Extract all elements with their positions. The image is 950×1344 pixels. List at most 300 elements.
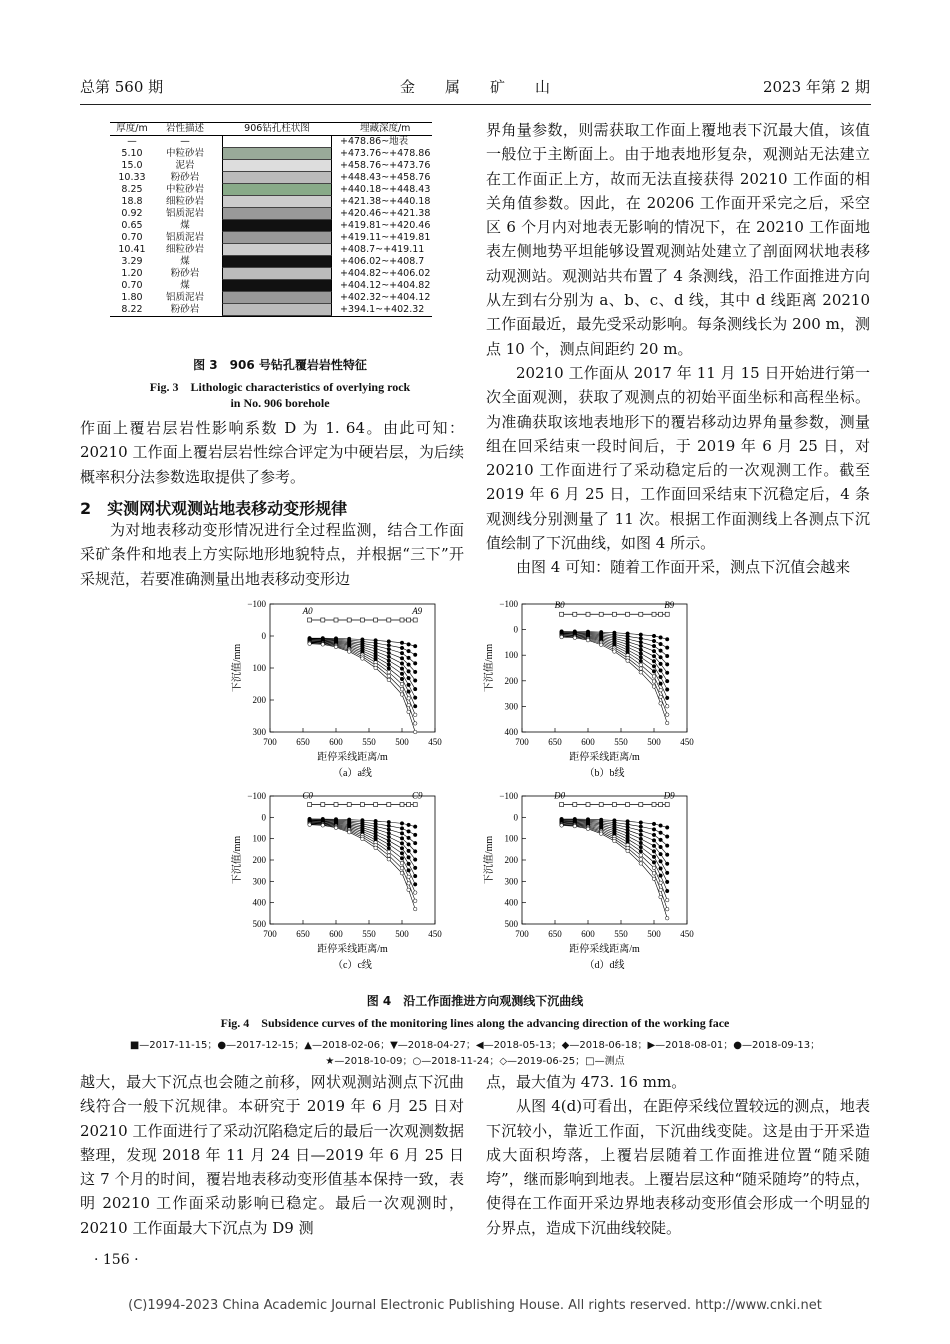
lithology-cell: 中粒砂岩 — [165, 147, 204, 159]
subsidence-chart — [482, 791, 694, 971]
measure-point-marker — [334, 803, 338, 807]
curve-point-marker — [639, 845, 643, 849]
curve-point-marker — [652, 872, 656, 876]
measure-point-marker — [400, 618, 404, 622]
curve-point-marker — [599, 643, 603, 647]
curve-point-marker — [413, 907, 417, 911]
curve-point-marker — [413, 713, 417, 717]
curve-point-marker — [665, 654, 669, 658]
y-tick-label: 0 — [261, 812, 266, 823]
curve-point-marker — [321, 643, 325, 647]
curve-point-marker — [407, 676, 411, 680]
curve-point-marker — [652, 877, 656, 881]
curve-point-marker — [652, 861, 656, 865]
y-tick-label: −100 — [247, 791, 266, 801]
chart-subtitle: （b）b线 — [584, 768, 625, 779]
x-tick-label: 700 — [515, 737, 529, 747]
curve-point-marker — [652, 844, 656, 848]
measure-point-marker — [612, 803, 616, 807]
depth-cell: +420.46~+421.38 — [340, 207, 431, 219]
measure-point-marker — [560, 803, 564, 807]
x-tick-label: 600 — [329, 737, 343, 747]
curve-point-marker — [659, 649, 663, 653]
curve-point-marker — [387, 667, 391, 671]
curve-point-marker — [361, 837, 365, 841]
curve-point-marker — [387, 678, 391, 682]
measure-point-marker — [626, 612, 630, 616]
bottom-left-column — [80, 1070, 464, 1240]
borehole-table — [110, 122, 432, 317]
borehole-figure — [110, 122, 432, 317]
curve-point-marker — [387, 835, 391, 839]
measure-point-marker — [626, 803, 630, 807]
column-pattern-cell — [216, 160, 338, 172]
x-tick-label: 550 — [614, 929, 628, 939]
y-tick-label: −100 — [247, 599, 266, 609]
curve-point-marker — [407, 670, 411, 674]
curve-point-marker — [652, 828, 656, 832]
curve-point-marker — [400, 641, 404, 645]
y-tick-label: 0 — [513, 624, 518, 635]
rock-layer-swatch — [222, 196, 332, 208]
measure-point-marker — [652, 612, 656, 616]
x-tick-label: 500 — [395, 737, 409, 747]
chart-subtitle: （d）d线 — [584, 960, 625, 971]
curve-point-marker — [613, 839, 617, 843]
lithology-cell: 粉砂岩 — [170, 267, 200, 279]
thickness-cell: 0.92 — [121, 207, 143, 219]
curve-point-marker — [652, 680, 656, 684]
x-tick-label: 600 — [329, 929, 343, 939]
line-end-label: B9 — [664, 600, 675, 611]
measure-point-marker — [652, 803, 656, 807]
y-axis-label: 下沉值/mm — [232, 835, 243, 885]
curve-point-marker — [407, 643, 411, 647]
y-tick-label: 300 — [504, 701, 518, 712]
bottom-right-paragraph-1: 点，最大值为 473. 16 mm。 — [486, 1073, 687, 1091]
measure-point-marker — [599, 612, 603, 616]
thickness-cell: 5.10 — [121, 147, 143, 159]
x-axis-label: 距停采线距离/m — [569, 752, 640, 763]
column-pattern-cell — [216, 304, 338, 317]
curve-point-marker — [407, 849, 411, 853]
x-tick-label: 650 — [296, 929, 310, 939]
measure-point-marker — [413, 803, 417, 807]
lithology-cell: 粉砂岩 — [170, 171, 200, 183]
curve-point-marker — [652, 675, 656, 679]
x-tick-label: 600 — [581, 737, 595, 747]
column-pattern-cell — [216, 232, 338, 244]
curve-point-marker — [321, 824, 325, 828]
curve-point-marker — [639, 671, 643, 675]
curve-point-marker — [652, 664, 656, 668]
curve-point-marker — [626, 659, 630, 663]
lithology-cell: 泥岩 — [175, 159, 195, 171]
curve-point-marker — [400, 842, 404, 846]
curve-point-marker — [407, 663, 411, 667]
x-axis-label: 距停采线距离/m — [317, 752, 388, 763]
measure-point-marker — [387, 618, 391, 622]
thickness-cell: 0.70 — [121, 279, 143, 291]
lithology-cell: 细粒砂岩 — [165, 195, 204, 207]
curve-point-marker — [639, 821, 643, 825]
curve-point-marker — [652, 685, 656, 689]
curve-point-marker — [407, 836, 411, 840]
measure-point-marker — [639, 612, 643, 616]
line-end-label: C9 — [411, 790, 423, 801]
rock-layer-swatch — [222, 172, 332, 184]
header-rule — [80, 104, 871, 105]
depth-cell: +448.43~+458.76 — [340, 171, 431, 183]
y-tick-label: 300 — [252, 727, 266, 737]
curve-point-marker — [665, 862, 669, 866]
x-tick-label: 700 — [263, 737, 277, 747]
column-pattern-cell — [216, 220, 338, 232]
y-tick-label: 0 — [513, 812, 518, 823]
curve-point-marker — [407, 656, 411, 660]
measure-point-marker — [665, 803, 669, 807]
rock-layer-swatch — [222, 280, 332, 292]
column-pattern-cell — [216, 184, 338, 196]
measure-point-marker — [321, 803, 325, 807]
x-tick-label: 700 — [515, 929, 529, 939]
subsidence-chart — [482, 599, 694, 779]
plot-frame — [522, 796, 687, 924]
col-thickness: 厚度/m — [110, 123, 154, 136]
x-tick-label: 500 — [395, 929, 409, 939]
depth-cell: +402.32~+404.12 — [340, 291, 431, 303]
lithology-cell: 中粒砂岩 — [165, 183, 204, 195]
lithology-cell: 铝质泥岩 — [165, 231, 204, 243]
curve-point-marker — [308, 823, 312, 827]
curve-point-marker — [659, 695, 663, 699]
curve-point-marker — [665, 907, 669, 911]
borehole-row — [110, 160, 432, 172]
measure-point-marker — [387, 803, 391, 807]
curve-point-marker — [413, 850, 417, 854]
thickness-cell: 10.33 — [118, 171, 146, 183]
curve-point-marker — [407, 856, 411, 860]
curve-point-marker — [659, 838, 663, 842]
right-paragraph-2: 20210 工作面从 2017 年 11 月 15 日开始进行第一次全面观测，获取了观测点的初始平面坐标和高程坐标。为准确获取该地表地形下的覆岩移动边界角量参数，测量组在回采结束一段时间后，于 2019 年 6 月 25 日，对 20210 工作面进行了采动稳定后的一次观测工作。截至 2019 年 6 月 25 日，工作面回采结束下沉稳定后，4 条观测线分别测量了 11 次。根据工作面测线上各测点下沉值绘制了下沉曲线，如图 4 所示。 — [486, 363, 870, 553]
curve-point-marker — [665, 871, 669, 875]
thickness-cell: 3.29 — [121, 255, 143, 267]
curve-point-marker — [665, 721, 669, 725]
measure-point-marker — [665, 612, 669, 616]
curve-point-marker — [400, 837, 404, 841]
curve-point-marker — [560, 635, 564, 639]
curve-point-marker — [652, 866, 656, 870]
curve-point-marker — [347, 650, 351, 654]
bottom-left-paragraph: 越大，最大下沉点也会随之前移，网状观测站测点下沉曲线符合一般下沉规律。本研究于 2019 年 6 月 25 日对 20210 工作面进行了采动沉陷稳定后的最后一次观测数据整理，发现 2018 年 11 月 24 日—2019 年 6 月 25 日这 7 个月的时间，覆岩地表移动变形值基本保持一致，表明 20210 工作面采动影响已稳定。最后一次观测时，20210 工作面最大下沉点为 D9 测 — [80, 1073, 464, 1237]
curve-point-marker — [560, 824, 564, 828]
chart-subtitle: （c）c线 — [333, 960, 372, 971]
depth-cell: +440.18~+448.43 — [340, 183, 431, 195]
left-column-2 — [80, 518, 464, 591]
curve-point-marker — [413, 825, 417, 829]
curve-point-marker — [639, 853, 643, 857]
bottom-right-column — [486, 1070, 870, 1240]
curve-point-marker — [387, 843, 391, 847]
thickness-cell: 8.25 — [121, 183, 143, 195]
rock-layer-swatch — [222, 244, 332, 256]
curve-point-marker — [652, 670, 656, 674]
curve-point-marker — [665, 826, 669, 830]
curve-point-marker — [665, 713, 669, 717]
measure-point-marker — [400, 803, 404, 807]
curve-point-marker — [665, 637, 669, 641]
fig3-caption-en2: in No. 906 borehole — [230, 396, 330, 410]
y-tick-label: 100 — [504, 833, 518, 844]
x-tick-label: 650 — [548, 737, 562, 747]
borehole-row — [110, 184, 432, 196]
curve-point-marker — [387, 663, 391, 667]
curve-point-marker — [652, 833, 656, 837]
y-tick-label: 200 — [504, 675, 518, 686]
curve-point-marker — [639, 644, 643, 648]
bottom-right-paragraph-2: 从图 4(d)可看出，在距停采线位置较远的测点，地表下沉较小，靠近工作面，下沉曲线变陡。这是由于开采造成大面积垮落，上覆岩层随着工作面推进位置“随采随垮”，继而影响到地表。上覆岩层这种“随采随垮”的特点，使得在工作面开采边界地表移动变形值会形成一个明显的分界点，造成下沉曲线较陡。 — [486, 1097, 870, 1237]
curve-point-marker — [400, 672, 404, 676]
depth-cell: +404.82~+406.02 — [340, 267, 431, 279]
curve-point-marker — [387, 839, 391, 843]
curve-point-marker — [400, 871, 404, 875]
curve-point-marker — [413, 899, 417, 903]
curve-point-marker — [639, 829, 643, 833]
rock-layer-swatch — [222, 208, 332, 220]
borehole-row — [110, 135, 432, 148]
curve-point-marker — [407, 875, 411, 879]
column-pattern-cell — [216, 244, 338, 256]
right-paragraph-1: 界角量参数，则需获取工作面上覆地表下沉最大值，该值一般位于主断面上。由于地表地形复杂，观测站无法建立在工作面正上方，故而无法直接获得 20210 工作面的相关角值参数。因此，在 20206 工作面开采完之后，采空区 6 个月内对地表无影响的情况下，在 20210 工作面地表左侧地势平坦能够设置观测站处建立了剖面网状地表移动观测站。观测站共布置了 4 条测线，沿工作面推进方向从左到右分别为 a、b、c、d 线，其中 d 线距离 20210 工作面最近，最先受采动影响。每条测线长为 200 m，测点 10 个，测点间距约 20 m。 — [486, 121, 870, 358]
measure-point-marker — [308, 618, 312, 622]
curve-point-marker — [659, 881, 663, 885]
y-axis-label: 下沉值/mm — [484, 835, 495, 885]
x-tick-label: 650 — [296, 737, 310, 747]
y-tick-label: 500 — [252, 919, 266, 929]
x-axis-label: 距停采线距离/m — [569, 944, 640, 955]
fig3-caption-en1: Fig. 3 Lithologic characteristics of overlying rock — [149, 380, 411, 394]
curve-point-marker — [639, 841, 643, 845]
curve-point-marker — [665, 898, 669, 902]
curve-point-marker — [400, 646, 404, 650]
curve-point-marker — [413, 679, 417, 683]
lithology-cell: 铝质泥岩 — [165, 291, 204, 303]
curve-point-marker — [659, 888, 663, 892]
borehole-row — [110, 232, 432, 244]
curve-point-marker — [665, 853, 669, 857]
y-tick-label: 200 — [252, 855, 266, 865]
measure-point-marker — [407, 618, 411, 622]
journal-issue: 总第 560 期 — [80, 78, 164, 96]
x-tick-label: 450 — [428, 737, 442, 747]
line-start-label: B0 — [554, 600, 565, 611]
curve-point-marker — [407, 862, 411, 866]
col-depth: 埋藏深度/m — [338, 123, 432, 136]
borehole-row — [110, 172, 432, 184]
x-tick-label: 550 — [362, 737, 376, 747]
curve-point-marker — [400, 851, 404, 855]
curve-point-marker — [413, 874, 417, 878]
rock-layer-swatch — [222, 148, 332, 160]
y-tick-label: 400 — [504, 727, 518, 737]
rock-layer-swatch — [222, 160, 332, 172]
left-column — [80, 416, 464, 489]
rock-layer-swatch — [222, 220, 332, 232]
curve-point-marker — [665, 688, 669, 692]
col-column: 906钻孔柱状图 — [216, 123, 338, 136]
curve-point-marker — [400, 832, 404, 836]
y-axis-label: 下沉值/mm — [484, 643, 495, 693]
right-paragraph-3: 由图 4 可知：随着工作面开采，测点下沉值会越来 — [516, 558, 851, 577]
measure-point-marker — [659, 612, 663, 616]
measure-point-marker — [659, 803, 663, 807]
fig4-legend-2: ★—2018-10-09；○—2018-11-24；◇—2019-06-25；□—测点 — [325, 1056, 625, 1067]
curve-point-marker — [400, 667, 404, 671]
line-start-label: D0 — [554, 790, 566, 801]
measure-point-marker — [586, 803, 590, 807]
curve-point-marker — [413, 696, 417, 700]
borehole-row — [110, 148, 432, 160]
borehole-row — [110, 196, 432, 208]
curve-point-marker — [400, 662, 404, 666]
subsidence-chart — [230, 599, 442, 779]
curve-point-marker — [400, 861, 404, 865]
lithology-cell: 铝质泥岩 — [165, 207, 204, 219]
depth-cell: +419.11~+419.81 — [340, 231, 431, 243]
curve-point-marker — [665, 679, 669, 683]
y-tick-label: 100 — [252, 833, 266, 844]
measure-point-marker — [334, 618, 338, 622]
y-tick-label: 100 — [504, 650, 518, 661]
measure-point-marker — [573, 803, 577, 807]
curve-point-marker — [407, 697, 411, 701]
curve-point-marker — [573, 636, 577, 640]
rock-layer-swatch — [222, 232, 332, 244]
curve-point-marker — [407, 649, 411, 653]
curve-point-marker — [613, 650, 617, 654]
lithology-cell: 粉砂岩 — [154, 304, 216, 317]
curve-point-marker — [639, 640, 643, 644]
thickness-cell: 10.41 — [118, 243, 146, 255]
curve-point-marker — [639, 633, 643, 637]
y-tick-label: −100 — [499, 599, 518, 609]
journal-title: 金 属 矿 山 — [399, 78, 550, 96]
depth-cell: +404.12~+404.82 — [340, 279, 431, 291]
curve-point-marker — [407, 690, 411, 694]
curve-point-marker — [374, 846, 378, 850]
curve-point-marker — [639, 837, 643, 841]
curve-point-marker — [665, 916, 669, 920]
curve-point-marker — [586, 827, 590, 831]
rock-layer-swatch — [222, 184, 332, 196]
curve-point-marker — [387, 831, 391, 835]
curve-point-marker — [639, 858, 643, 862]
curve-point-marker — [387, 850, 391, 854]
curve-point-marker — [639, 663, 643, 667]
curve-point-marker — [407, 843, 411, 847]
thickness-cell: 18.8 — [121, 195, 143, 207]
fig4-caption-cn: 图 4 沿工作面推进方向观测线下沉曲线 — [366, 994, 584, 1008]
curve-point-marker — [413, 722, 417, 726]
curve-point-marker — [639, 655, 643, 659]
column-pattern-cell — [216, 268, 338, 280]
curve-point-marker — [639, 825, 643, 829]
curve-point-marker — [659, 702, 663, 706]
curve-point-marker — [665, 646, 669, 650]
x-tick-label: 500 — [647, 737, 661, 747]
lithology-cell: 煤 — [180, 279, 190, 291]
rock-layer-swatch — [222, 304, 332, 316]
measure-point-marker — [612, 612, 616, 616]
curve-point-marker — [387, 846, 391, 850]
right-column — [486, 118, 870, 580]
section-2-heading: 2 实测网状观测站地表移动变形规律 — [80, 499, 348, 518]
y-tick-label: 400 — [252, 897, 266, 908]
curve-point-marker — [387, 670, 391, 674]
y-tick-label: 200 — [504, 855, 518, 865]
y-tick-label: 100 — [252, 663, 266, 673]
curve-point-marker — [639, 667, 643, 671]
depth-cell: +473.76~+478.86 — [340, 147, 431, 159]
curve-point-marker — [361, 657, 365, 661]
measure-point-marker — [639, 803, 643, 807]
curve-point-marker — [407, 888, 411, 892]
depth-cell: +419.81~+420.46 — [340, 219, 431, 231]
curve-point-marker — [400, 682, 404, 686]
curve-point-marker — [573, 824, 577, 828]
curve-point-marker — [400, 651, 404, 655]
curve-point-marker — [387, 640, 391, 644]
curve-point-marker — [659, 867, 663, 871]
depth-cell: +408.7~+419.11 — [340, 243, 425, 255]
col-lithology: 岩性描述 — [154, 123, 216, 136]
lithology-cell: 细粒砂岩 — [165, 243, 204, 255]
borehole-row — [110, 244, 432, 256]
borehole-row — [110, 220, 432, 232]
thickness-cell: 0.70 — [121, 231, 143, 243]
depth-cell: +421.38~+440.18 — [340, 195, 431, 207]
borehole-row — [110, 280, 432, 292]
curve-point-marker — [387, 857, 391, 861]
column-pattern-cell — [216, 292, 338, 304]
left-paragraph-1: 作面上覆岩层岩性影响系数 D 为 1. 64。由此可知：20210 工作面上覆岩层岩性综合评定为中硬岩层，为后续概率积分法参数选取提供了参考。 — [80, 419, 464, 486]
x-tick-label: 500 — [647, 929, 661, 939]
column-pattern-cell — [216, 196, 338, 208]
lithology-cell: 煤 — [180, 255, 190, 267]
curve-point-marker — [652, 639, 656, 643]
x-tick-label: 450 — [428, 929, 442, 939]
curve-point-marker — [652, 634, 656, 638]
curve-point-marker — [639, 637, 643, 641]
curve-point-marker — [400, 677, 404, 681]
borehole-row — [110, 268, 432, 280]
curve-point-marker — [413, 891, 417, 895]
x-tick-label: 550 — [362, 929, 376, 939]
measure-point-marker — [560, 612, 564, 616]
curve-point-marker — [407, 710, 411, 714]
curve-point-marker — [400, 827, 404, 831]
x-tick-label: 550 — [614, 737, 628, 747]
column-pattern-cell — [216, 256, 338, 268]
curve-point-marker — [652, 839, 656, 843]
y-tick-label: 0 — [261, 631, 266, 641]
curve-point-marker — [665, 671, 669, 675]
column-pattern-cell — [216, 172, 338, 184]
curve-point-marker — [639, 849, 643, 853]
measure-point-marker — [599, 803, 603, 807]
curve-point-marker — [334, 645, 338, 649]
borehole-row — [110, 208, 432, 220]
